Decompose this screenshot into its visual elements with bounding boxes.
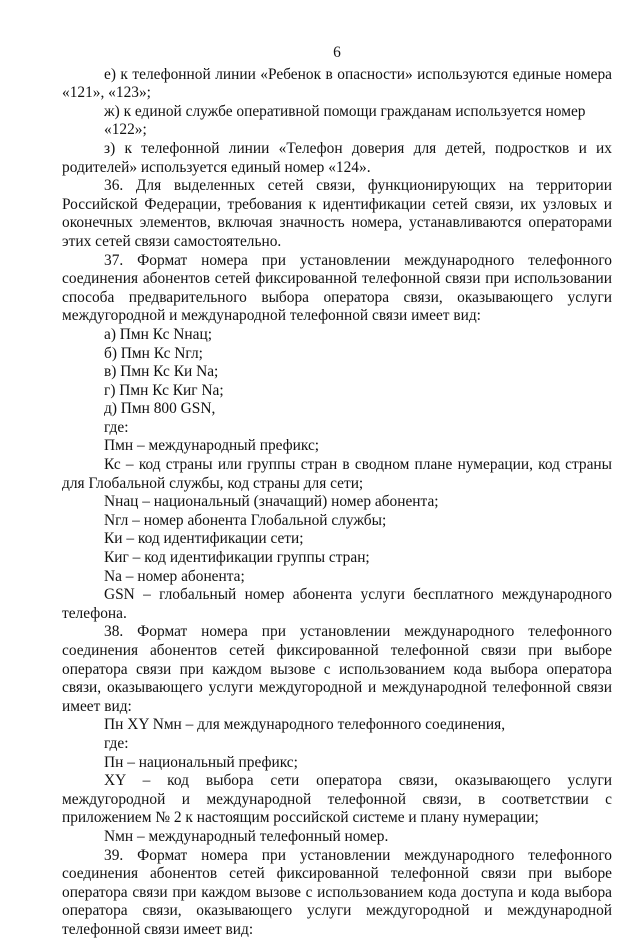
paragraph-zh: ж) к единой службе оперативной помощи гражданам используется номер «122»; <box>104 102 586 139</box>
definition-gsn: GSN – глобальный номер абонента услуги бесплатного международного телефона. <box>62 586 612 622</box>
definition-nmn: Nмн – международный телефонный номер. <box>104 827 389 845</box>
definition-pmn: Пмн – международный префикс; <box>104 437 320 455</box>
definition-ks: Кс – код страны или группы стран в сводном плане нумерации, код страны для Глобальной службы, код страны для сети; <box>62 456 612 492</box>
format-item-v: в) Пмн Кс Ки Na; <box>104 363 219 381</box>
paragraph-39: 39. Формат номера при установлении международного телефонного соединения абонентов сетей фиксированной телефонной связи при выборе оператора связи при каждом вызове с использованием кода доступа и кода выбора оператора связи, оказывающего услуги междугородной и международной телефонной связи имеет вид: <box>62 846 612 938</box>
paragraph-e: е) к телефонной линии «Ребенок в опасности» используются единые номера «121», «123»; <box>62 65 612 102</box>
paragraph-37: 37. Формат номера при установлении международного телефонного соединения абонентов сетей фиксированной телефонной связи при использовании способа предварительного выбора оператора связи, оказывающего услуги междугородной и международной телефонной связи имеет вид: <box>62 251 612 325</box>
page-number: 6 <box>333 44 341 61</box>
format-item-g: г) Пмн Кс Киг Na; <box>104 381 224 399</box>
paragraph-z: з) к телефонной линии «Телефон доверия для детей, подростков и их родителей» используется единый номер «124». <box>62 139 612 176</box>
definition-nnats: Nнац – национальный (значащий) номер абонента; <box>104 493 439 511</box>
paragraph-36: 36. Для выделенных сетей связи, функционирующих на территории Российской Федерации, требования к идентификации сетей связи, их узловых и оконечных элементов, включая значность номера, устанавливаются операторами этих сетей связи самостоятельно. <box>62 177 612 250</box>
format-item-b: б) Пмн Кс Nгл; <box>104 344 203 362</box>
paragraph-38: 38. Формат номера при установлении международного телефонного соединения абонентов сетей фиксированной телефонной связи при выборе оператора связи при каждом вызове с использованием кода выбора оператора связи, оказывающего услуги междугородной и международной телефонной связи имеет вид: <box>62 623 612 715</box>
definition-ki: Ки – код идентификации сети; <box>104 530 304 548</box>
format-item-d: д) Пмн 800 GSN, <box>104 400 216 418</box>
format-pn-xy-nmn: Пн XY Nмн – для международного телефонного соединения, <box>104 716 506 734</box>
where-label: где: <box>104 418 129 436</box>
definition-xy: XY – код выбора сети оператора связи, оказывающего услуги междугородной и международной телефонной связи, в соответствии с приложением № 2 к настоящим российской системе и плану нумерации; <box>62 772 612 827</box>
definition-ngl: Nгл – номер абонента Глобальной службы; <box>104 511 387 529</box>
definition-pn: Пн – национальный префикс; <box>104 753 298 771</box>
definition-na: Na – номер абонента; <box>104 567 245 585</box>
document-page <box>62 44 612 940</box>
where-label-2: где: <box>104 734 129 752</box>
definition-kig: Киг – код идентификации группы стран; <box>104 549 370 567</box>
format-item-a: а) Пмн Кс Nнац; <box>104 325 212 343</box>
